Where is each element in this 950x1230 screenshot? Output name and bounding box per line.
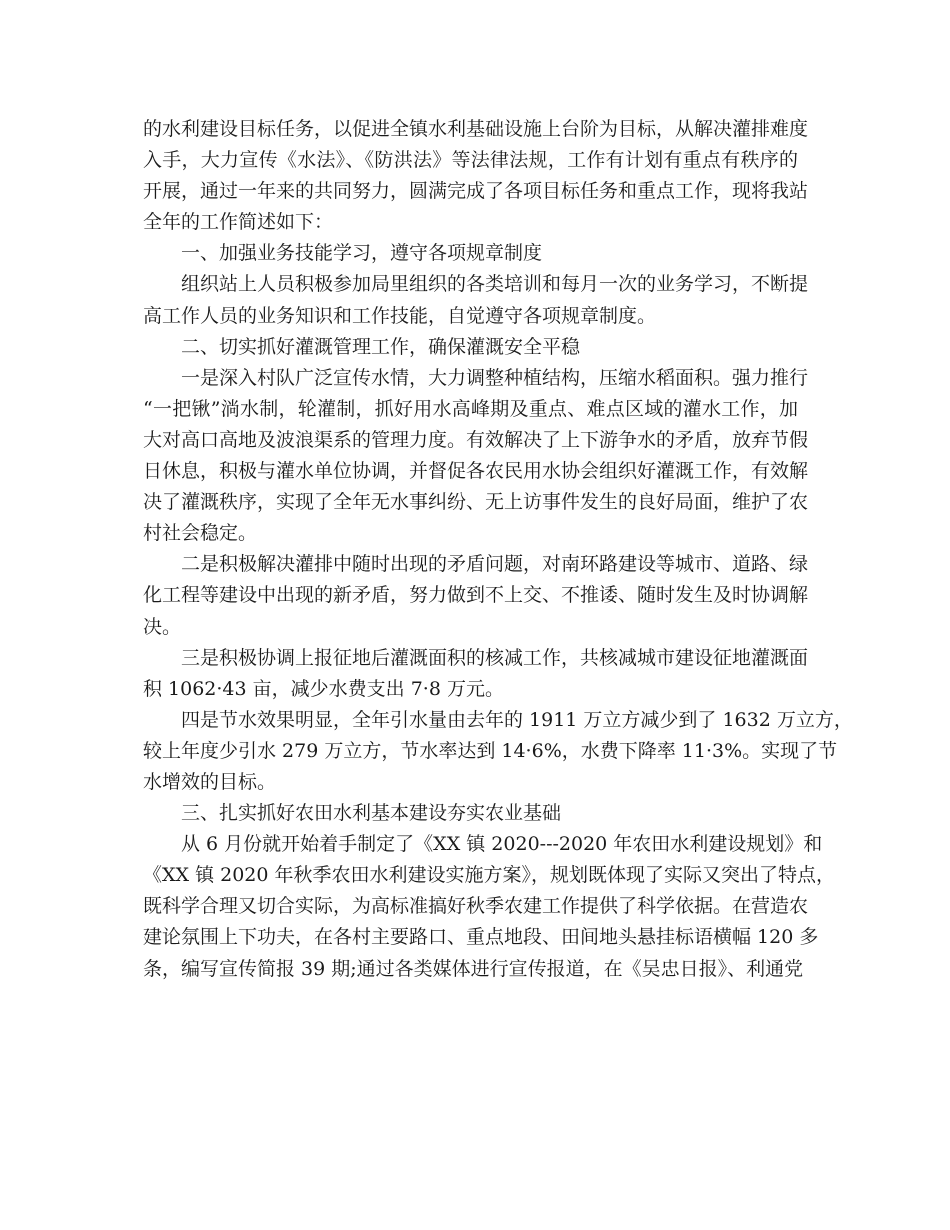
text-line: 化工程等建设中出现的新矛盾，努力做到不上交、不推诿、随时发生及时协调解 bbox=[143, 584, 809, 607]
text-line: 从 6 月份就开始着手制定了《XX 镇 2020---2020 年农田水利建设规划》和 bbox=[181, 833, 823, 856]
text-line: “一把锹”淌水制，轮灌制，抓好用水高峰期及重点、难点区域的灌水工作，加 bbox=[143, 397, 798, 420]
text-line: 三、扎实抓好农田水利基本建设夯实农业基础 bbox=[181, 802, 562, 825]
document-body bbox=[143, 114, 853, 985]
text-line: 决了灌溉秩序，实现了全年无水事纠纷、无上访事件发生的良好局面，维护了农 bbox=[143, 491, 809, 514]
text-line: 日休息，积极与灌水单位协调，并督促各农民用水协会组织好灌溉工作，有效解 bbox=[143, 460, 809, 483]
text-line: 二、切实抓好灌溉管理工作，确保灌溉安全平稳 bbox=[181, 335, 581, 358]
text-line: 入手，大力宣传《水法》、《防洪法》等法律法规，工作有计划有重点有秩序的 bbox=[143, 149, 798, 172]
text-line: 组织站上人员积极参加局里组织的各类培训和每月一次的业务学习，不断提 bbox=[181, 273, 809, 296]
text-line: 高工作人员的业务知识和工作技能，自觉遵守各项规章制度。 bbox=[143, 304, 657, 327]
text-line: 一是深入村队广泛宣传水情，大力调整种植结构，压缩水稻面积。强力推行 bbox=[181, 366, 809, 389]
text-line: 条，编写宣传简报 39 期;通过各类媒体进行宣传报道，在《吴忠日报》、利通党 bbox=[143, 957, 804, 980]
text-line: 积 1062·43 亩，减少水费支出 7·8 万元。 bbox=[143, 677, 504, 700]
text-line: 《XX 镇 2020 年秋季农田水利建设实施方案》，规划既体现了实际又突出了特点， bbox=[143, 864, 836, 887]
text-line: 二是积极解决灌排中随时出现的矛盾问题，对南环路建设等城市、道路、绿 bbox=[181, 553, 809, 576]
text-line: 较上年度少引水 279 万立方，节水率达到 14·6%，水费下降率 11·3%。实现了节 bbox=[143, 739, 838, 762]
text-line: 一、加强业务技能学习，遵守各项规章制度 bbox=[181, 242, 543, 265]
text-line: 既科学合理又切合实际，为高标准搞好秋季农建工作提供了科学依据。在营造农 bbox=[143, 895, 809, 918]
text-line: 决。 bbox=[143, 615, 182, 638]
text-line: 的水利建设目标任务，以促进全镇水利基础设施上台阶为目标，从解决灌排难度 bbox=[143, 118, 809, 140]
text-line: 村社会稳定。 bbox=[143, 522, 258, 545]
text-line: 水增效的目标。 bbox=[143, 770, 277, 793]
text-line: 三是积极协调上报征地后灌溉面积的核减工作，共核减城市建设征地灌溉面 bbox=[181, 646, 809, 669]
text-line: 开展，通过一年来的共同努力，圆满完成了各项目标任务和重点工作，现将我站 bbox=[143, 180, 809, 203]
text-line: 建论氛围上下功夫，在各村主要路口、重点地段、田间地头悬挂标语横幅 120 多 bbox=[143, 926, 819, 949]
text-line: 大对高口高地及波浪渠系的管理力度。有效解决了上下游争水的矛盾，放弃节假 bbox=[143, 428, 809, 451]
text-line: 四是节水效果明显，全年引水量由去年的 1911 万立方减少到了 1632 万立方， bbox=[181, 708, 853, 731]
text-line: 全年的工作简述如下： bbox=[143, 211, 334, 234]
